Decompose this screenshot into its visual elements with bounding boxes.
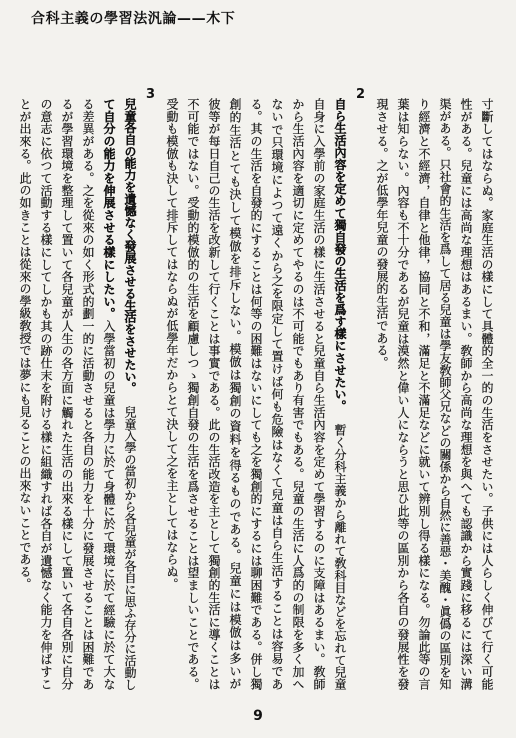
text-column: の意志に依つて活動する樣にしてしかも其の跡仕末を附ける樣に組織すれば各自が遺憾なく能力を伸ばすこ	[39, 98, 53, 690]
text-column: 葉は知らない。內容も不十分であるが兒童は漠然と偉い人にならうと思ひ此等の區別から各自の發展性を發	[396, 98, 410, 690]
text-column: 受動も模倣も決して排斥してはならぬが低學年だからとて決して之を主としてはならぬ。	[165, 98, 179, 590]
text-column: 現させる。之が低學年兒童の發展的生活である。	[375, 98, 389, 369]
text-line: 入學當初の兒童は學力に於て身體に於て環境に於て經驗に於て大な	[102, 320, 116, 690]
text-column: 性がある。兒童には高尚な理想はあるまい。敎師から高尚な理想を與へても認識から實踐に移るには深い溝	[459, 98, 473, 690]
page-number: 9	[253, 708, 263, 724]
section-2-heading: 自ら生活內容を定めて獨自發の生活を爲す樣にさせたい。	[333, 98, 347, 413]
section-number-column	[140, 87, 161, 690]
text-line: 兒童入學の當初から各兒童が各自に思ふ存分に活動し	[123, 405, 137, 690]
text-column: るが學習環境を整理して置いて各兒童が人生の各方面に觸れた生活の出來る樣にして置いて各自各別に自分	[60, 98, 74, 690]
text-column: 自身に入學前の家庭生活の樣に生活させると兒童自ら生活內容を定めて學習するのに支障はあるまい。敎師	[312, 98, 326, 690]
section-number-column	[350, 87, 371, 690]
text-line: 暫く分科主義から離れて敎科目などを忘れて兒童	[333, 424, 347, 690]
section-number: 3	[145, 87, 156, 102]
text-column	[329, 98, 350, 690]
text-column: ないで只環境によつて遠くから之を限定して置けば何も危險はなくて兒童は自ら生活することは容易であ	[270, 98, 284, 690]
text-column: り經濟と不經濟，自律と他律，協同と不和，滿足と不滿足などに就いて辨別し得る樣になる。勿論此等の言	[417, 98, 431, 690]
text-column: 彼等が每日自己の生活を改新して行くことは事實である。此の生活改造を主として獨創的生活に導くことは	[207, 98, 221, 690]
section-3-heading: 兒童各自の能力を遺憾なく發展させる生活をさせたい。	[123, 98, 137, 394]
text-column: とが出來る。此の如きことは從來の學級敎授では夢にも見ることの出來ないことである。	[18, 98, 32, 590]
running-head: 合科主義の學習法汎論——木下	[31, 11, 236, 27]
section-number: 2	[355, 87, 366, 102]
vertical-text-block	[14, 87, 497, 690]
text-column: 不可能ではない。受動的模倣的の生活を顧慮しつゝ獨創自發の生活を爲させることは望ましいことである。	[186, 98, 200, 690]
text-column: から生活內容を適切に定めてやるのは不可能でもあり有害でもある。兒童の生活に人爲的の制限を多く加へ	[291, 98, 305, 690]
emphasized-text: て自分の能力を伸展させる樣にしたい。	[102, 98, 116, 321]
text-column: る。其の生活を自發的にすることは何等の困難はないにしても之を獨創的にするには聊困難である。併し獨	[249, 98, 263, 690]
text-column	[98, 98, 119, 690]
text-column: 創的生活とても決して模倣を排斥しない。模倣は獨創の資料を得るものである。兒童には模倣は多いが	[228, 98, 242, 690]
text-column	[119, 98, 140, 690]
text-column: る差異がある。之を從來の如く形式的劃一的に活動させると各自の能力を十分に發展させることは困難であ	[81, 98, 95, 690]
text-column: 渠がある。只社會的生活を爲して居る兒童は學友敎師父兄などの關係から自然に善惡・美醜・眞僞の區別を知	[438, 98, 452, 690]
text-column: 寸斷してはならぬ。家庭生活の樣にして具體的全一的の生活をさせたい。子供には人らしく伸びて行く可能	[480, 98, 494, 690]
